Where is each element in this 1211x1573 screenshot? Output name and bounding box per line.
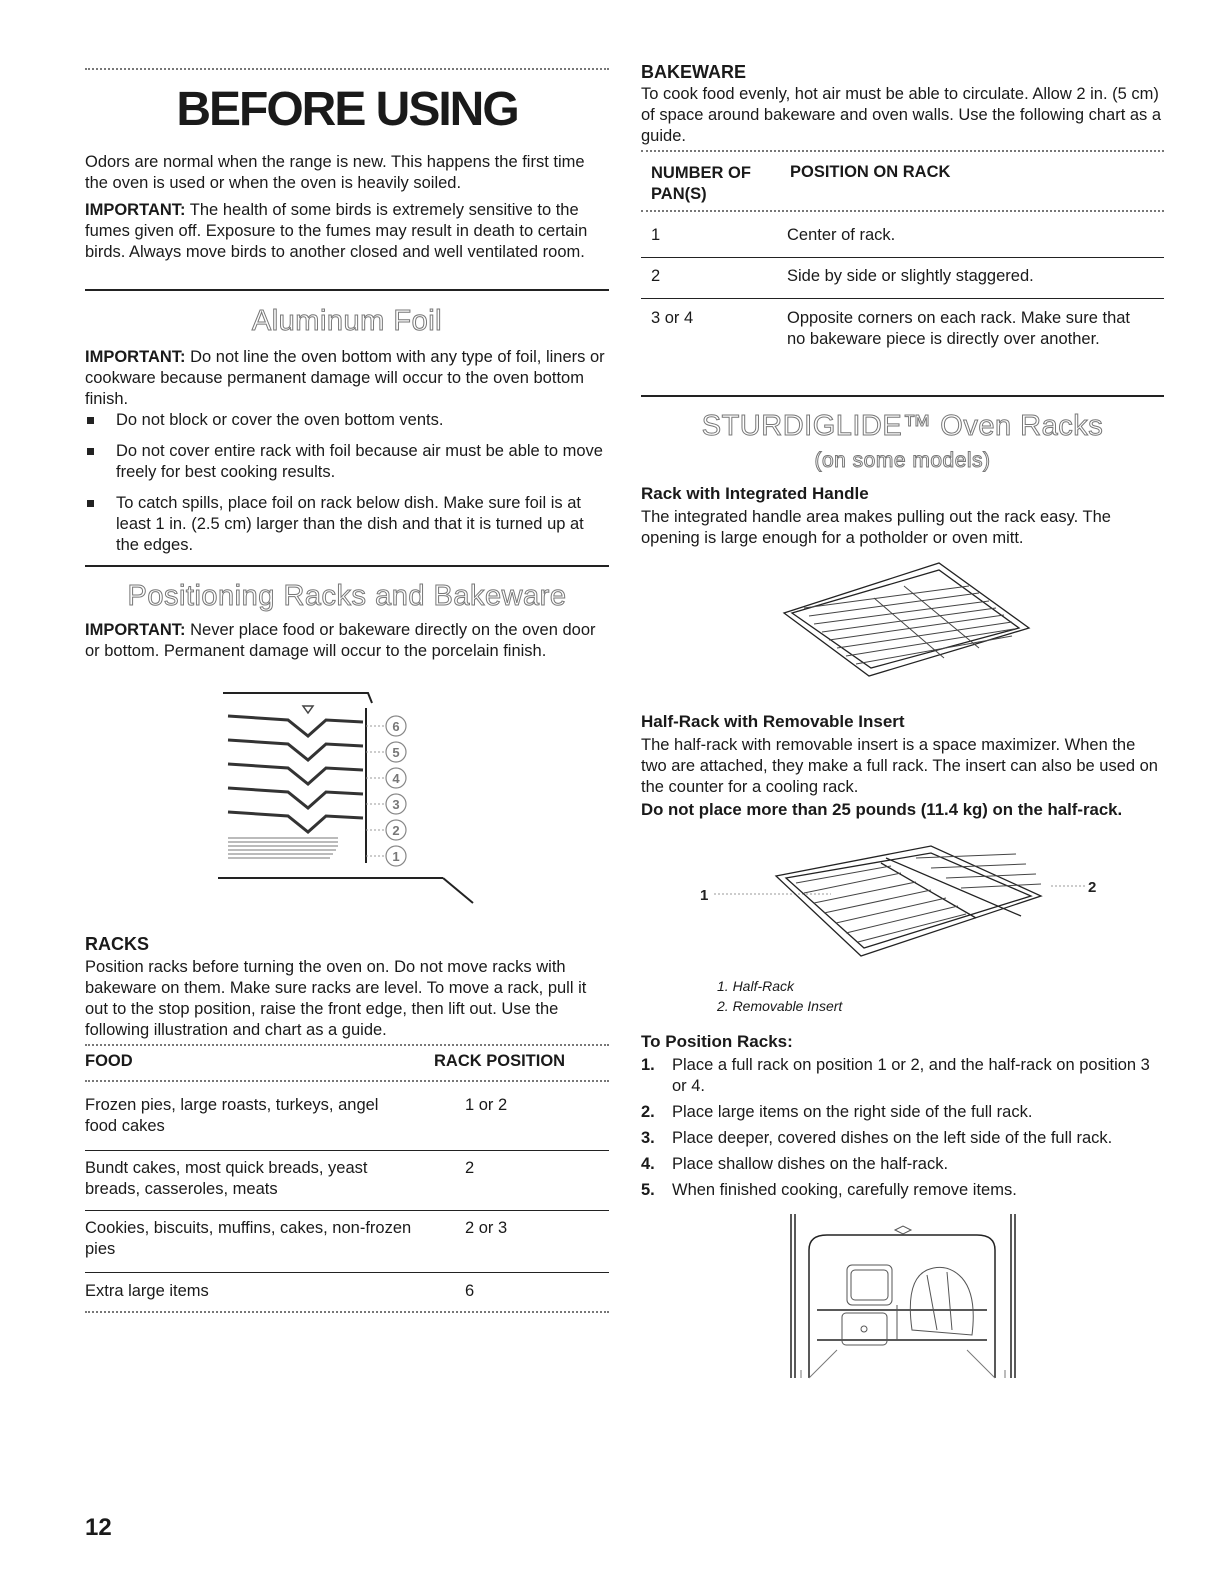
food-cell: Extra large items bbox=[85, 1282, 209, 1300]
position-cell: 2 or 3 bbox=[465, 1219, 508, 1237]
half-rack-warning: Do not place more than 25 pounds (11.4 kg) on the half-rack. bbox=[641, 800, 1123, 819]
rack-number: 4 bbox=[392, 771, 400, 786]
position-on-rack-header: POSITION ON RACK bbox=[790, 163, 951, 181]
foil-important bbox=[85, 347, 605, 410]
half-rack-illustration bbox=[686, 838, 1106, 968]
callout-1: 1 bbox=[700, 887, 709, 904]
rack-positions-illustration bbox=[218, 688, 488, 918]
bakeware-heading: BAKEWARE bbox=[641, 62, 747, 82]
row-divider bbox=[85, 1150, 609, 1151]
important-label: IMPORTANT: bbox=[85, 348, 186, 366]
important-label: IMPORTANT: bbox=[85, 201, 186, 219]
list-item bbox=[641, 1154, 1164, 1175]
racks-text: Position racks before turning the oven on. Do not move racks with bakeware on them. Make sure racks are level. To move a rack, pull it out to the stop position, raise the front edge, then lift out. Use the following illustration and chart as a guide. bbox=[85, 958, 587, 1039]
step-number: 3. bbox=[641, 1129, 655, 1147]
step-text: Place large items on the right side of the full rack. bbox=[672, 1103, 1033, 1121]
table-row bbox=[85, 1281, 609, 1302]
table-header-rule bbox=[85, 1080, 609, 1086]
step-number: 1. bbox=[641, 1056, 655, 1074]
position-cell: Center of rack. bbox=[787, 226, 896, 244]
step-text: Place a full rack on position 1 or 2, and the half-rack on position 3 or 4. bbox=[672, 1056, 1150, 1095]
foil-heading: Aluminum Foil bbox=[251, 305, 443, 337]
row-divider bbox=[85, 1210, 609, 1211]
pans-cell: 3 or 4 bbox=[651, 309, 694, 327]
pans-cell: 2 bbox=[651, 267, 661, 285]
list-item: To catch spills, place foil on rack below dish. Make sure foil is at least 1 in. (2.5 cm) larger than the dish and that it is turned up at the edges. bbox=[85, 493, 605, 556]
intro-text: Odors are normal when the range is new. This happens the first time the oven is used or when the oven is heavily soiled. bbox=[85, 153, 585, 192]
figure-captions bbox=[717, 976, 842, 1016]
row-divider bbox=[641, 298, 1164, 299]
important-text: Never place food or bakeware directly on the oven door or bottom. Permanent damage will occur to the porcelain finish. bbox=[85, 621, 596, 660]
position-steps bbox=[641, 1055, 1164, 1206]
integrated-handle-heading: Rack with Integrated Handle bbox=[641, 484, 869, 503]
rack-number: 6 bbox=[392, 719, 400, 734]
step-number: 5. bbox=[641, 1181, 655, 1199]
food-cell: Bundt cakes, most quick breads, yeast breads, casseroles, meats bbox=[85, 1159, 368, 1198]
list-item bbox=[641, 1128, 1164, 1149]
divider bbox=[85, 565, 609, 567]
row-divider bbox=[85, 1272, 609, 1273]
rack-number: 2 bbox=[392, 823, 400, 838]
half-rack-heading: Half-Rack with Removable Insert bbox=[641, 712, 905, 731]
important-label: IMPORTANT: bbox=[85, 621, 186, 639]
position-cell: 6 bbox=[465, 1282, 475, 1300]
table-top-rule bbox=[85, 1044, 609, 1050]
position-cell: Side by side or slightly staggered. bbox=[787, 267, 1034, 285]
step-number: 2. bbox=[641, 1103, 655, 1121]
table-row bbox=[85, 1095, 609, 1137]
row-divider bbox=[641, 257, 1164, 258]
step-text: Place shallow dishes on the half-rack. bbox=[672, 1155, 949, 1173]
important-text: The health of some birds is extremely sensitive to the fumes given off. Exposure to the fumes may result in death to certain birds. Always move birds to another closed and well ventilated room. bbox=[85, 201, 588, 261]
oven-interior-illustration bbox=[787, 1210, 1019, 1380]
pans-cell: 1 bbox=[651, 226, 661, 244]
divider bbox=[85, 289, 609, 291]
food-header: FOOD bbox=[85, 1052, 133, 1070]
food-cell: Frozen pies, large roasts, turkeys, angel food cakes bbox=[85, 1096, 379, 1135]
table-bottom-rule bbox=[85, 1311, 609, 1317]
racks-heading: RACKS bbox=[85, 934, 150, 954]
divider bbox=[641, 395, 1164, 397]
to-position-racks-heading: To Position Racks: bbox=[641, 1032, 793, 1051]
list-item bbox=[641, 1055, 1164, 1097]
caption-removable-insert: 2. Removable Insert bbox=[717, 998, 843, 1014]
caption-half-rack: 1. Half-Rack bbox=[717, 978, 795, 994]
callout-2: 2 bbox=[1088, 879, 1097, 896]
list-item bbox=[641, 1180, 1164, 1201]
rack-number: 1 bbox=[392, 849, 400, 864]
step-text: When finished cooking, carefully remove items. bbox=[672, 1181, 1017, 1199]
position-cell: 2 bbox=[465, 1159, 475, 1177]
number-of-pans-header: NUMBER OF PAN(S) bbox=[651, 164, 751, 203]
half-rack-text: The half-rack with removable insert is a space maximizer. When the two are attached, they make a full rack. The insert can also be used on the counter for a cooling rack. bbox=[641, 736, 1158, 796]
rack-integrated-handle-illustration bbox=[774, 558, 1044, 678]
table-row bbox=[85, 1158, 609, 1200]
birds-important bbox=[85, 200, 605, 263]
position-cell: Opposite corners on each rack. Make sure that no bakeware piece is directly over another. bbox=[787, 309, 1131, 348]
table-row bbox=[85, 1218, 609, 1260]
table-top-rule bbox=[641, 150, 1164, 156]
positioning-heading: Positioning Racks and Bakeware bbox=[127, 580, 567, 612]
rack-number: 5 bbox=[392, 745, 400, 760]
bakeware-text: To cook food evenly, hot air must be able to circulate. Allow 2 in. (5 cm) of space around bakeware and oven walls. Use the following chart as a guide. bbox=[641, 85, 1162, 145]
integrated-handle-text: The integrated handle area makes pulling out the rack easy. The opening is large enough for a potholder or oven mitt. bbox=[641, 508, 1111, 547]
food-cell: Cookies, biscuits, muffins, cakes, non-frozen pies bbox=[85, 1219, 412, 1258]
page-title: BEFORE USING bbox=[176, 83, 518, 136]
list-item: Do not cover entire rack with foil because air must be able to move freely for best cooking results. bbox=[85, 441, 605, 483]
sturdiglide-heading: STURDIGLIDE™ Oven Racks bbox=[701, 410, 1104, 442]
foil-bullet-list bbox=[85, 410, 605, 556]
page-number: 12 bbox=[85, 1514, 112, 1541]
position-cell: 1 or 2 bbox=[465, 1096, 508, 1114]
positioning-important bbox=[85, 620, 605, 662]
sturdiglide-subheading: (on some models) bbox=[814, 449, 991, 472]
important-text: Do not line the oven bottom with any type of foil, liners or cookware because permanent damage will occur to the oven bottom finish. bbox=[85, 348, 605, 408]
step-text: Place deeper, covered dishes on the left side of the full rack. bbox=[672, 1129, 1113, 1147]
list-item bbox=[641, 1102, 1164, 1123]
table-header-rule bbox=[641, 210, 1164, 216]
list-item: Do not block or cover the oven bottom vents. bbox=[85, 410, 605, 431]
top-dotted-rule bbox=[85, 68, 609, 74]
rack-position-header: RACK POSITION bbox=[434, 1052, 566, 1070]
step-number: 4. bbox=[641, 1155, 655, 1173]
rack-number: 3 bbox=[392, 797, 400, 812]
